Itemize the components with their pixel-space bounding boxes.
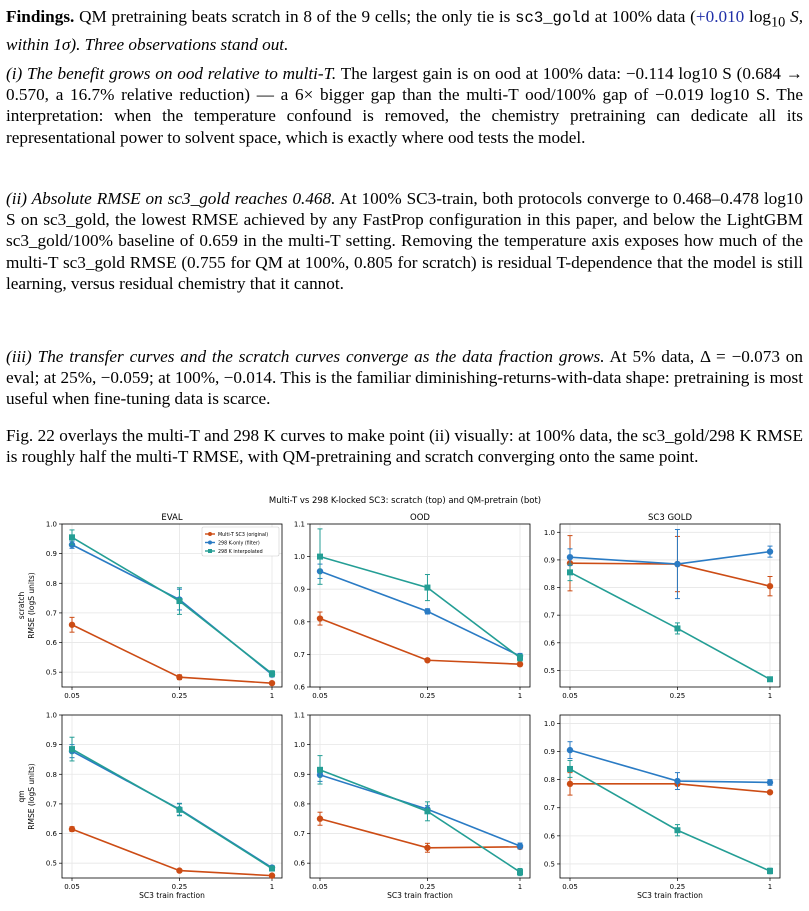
panel-r0-c2-ytick-label: 0.5 xyxy=(543,666,555,675)
panel-r0-c1-point xyxy=(317,615,323,621)
observation-ii-body: At 100% SC3-train, both protocols converge to 0.468–0.478 log10 S on sc3_gold, the lowest RMSE achieved by any FastProp configuration in this paper, and below the LightGBM sc3_gold/100% baseline of 0.659 in the multi-T setting. Removing the temperature axis exposes how much of the multi-T sc3_gold RMSE (0.755 for QM at 100%, 0.805 for scratch) is residual T-dependence that the model is still learning, versus residual chemistry that it cannot. xyxy=(6,189,804,293)
findings-text-3: cells; the only tie is xyxy=(370,7,516,26)
panel-r1-c1-xtick-label: 0.25 xyxy=(419,883,436,891)
panel-r0-c0-ytick-label: 0.5 xyxy=(45,668,57,677)
findings-text-4: at xyxy=(590,7,612,26)
panel-r1-c0-xlabel: SC3 train fraction xyxy=(139,891,205,900)
panel-r1-c2-point xyxy=(767,789,773,795)
panel-r1-c0-xtick-label: 0.05 xyxy=(64,883,80,891)
panel-r1-c2-xtick-label: 1 xyxy=(767,883,773,891)
panel-r0-c2-point xyxy=(767,583,773,589)
figure-reference-body: Fig. 22 overlays the multi-T and 298 K curves to make point (ii) visually: at 100% data, the sc3_gold/298 K RMSE is roughly half the multi-T RMSE, with QM-pretraining and scratch converging onto the same point. xyxy=(6,426,803,467)
panel-r1-c2-ytick-label: 0.8 xyxy=(543,776,555,785)
panel-r1-c1-frame xyxy=(310,715,530,878)
panel-r1-c0-ytick-label: 0.9 xyxy=(45,741,57,750)
panel-r0-c2-xtick-label: 0.05 xyxy=(562,692,578,700)
findings-count-9: 9 xyxy=(361,7,371,26)
panel-r1-c2-point xyxy=(567,781,573,787)
panel-r0-c1-point xyxy=(424,585,430,591)
panel-r0-c0-ytick-label: 0.7 xyxy=(45,609,57,618)
panel-r0-c1-ytick-label: 0.7 xyxy=(293,650,305,659)
panel-r1-c0-ytick-label: 0.6 xyxy=(45,830,57,839)
panel-r1-c0-ytick-label: 0.5 xyxy=(45,859,57,868)
panel-r1-c0-row-label: qm xyxy=(17,790,26,803)
panel-r0-c2-frame xyxy=(560,524,780,687)
panel-r1-c2-point xyxy=(674,778,680,784)
panel-r1-c0-point xyxy=(269,872,275,878)
panel-r1-c0-xtick-label: 1 xyxy=(269,883,275,891)
panel-r0-c0-series-line-0 xyxy=(72,625,272,683)
panel-r1-c1-ytick-label: 0.9 xyxy=(293,770,305,779)
findings-delta: +0.010 xyxy=(695,7,745,26)
panel-r0-c0-point xyxy=(176,674,182,680)
panel-r1-c2-point xyxy=(767,868,773,874)
observation-ii-paragraph xyxy=(6,188,803,294)
panel-r1-c1-ytick-label: 0.7 xyxy=(293,830,305,839)
panel-r1-c1-point xyxy=(317,816,323,822)
panel-r1-c2-series-line-1 xyxy=(570,750,770,782)
panel-r0-c0-ylabel: RMSE (logS units) xyxy=(27,572,36,639)
panel-r0-c0-point xyxy=(176,598,182,604)
rmse-figure-svg xyxy=(0,490,809,906)
panel-r0-c1-ytick-label: 0.9 xyxy=(293,585,305,594)
observation-iii-title: (iii) The transfer curves and the scratch curves converge as the data fraction grows. xyxy=(6,347,605,366)
panel-r1-c0-ytick-label: 1.0 xyxy=(45,711,57,720)
panel-r1-c0-series-line-0 xyxy=(72,829,272,876)
panel-r0-c2-ytick-label: 0.7 xyxy=(543,611,555,620)
findings-lead: Findings. xyxy=(6,7,75,26)
legend-marker xyxy=(208,549,212,553)
panel-r1-c2-ytick-label: 0.5 xyxy=(543,860,555,869)
panel-r0-c0-xtick-label: 0.05 xyxy=(64,692,80,700)
findings-log: log xyxy=(744,7,772,26)
panel-r1-c2-point xyxy=(674,827,680,833)
panel-r1-c0-point xyxy=(69,826,75,832)
panel-r0-c0-ytick-label: 1.0 xyxy=(45,520,57,529)
panel-r1-c0-ytick-label: 0.7 xyxy=(45,800,57,809)
findings-percent: 100% xyxy=(611,7,653,26)
panel-r0-c1-xtick-label: 0.25 xyxy=(419,692,436,700)
panel-r1-c0-point xyxy=(269,866,275,872)
panel-r0-c0-point xyxy=(69,622,75,628)
panel-r0-c0-col-title: EVAL xyxy=(161,513,183,523)
panel-r1-c1-xtick-label: 1 xyxy=(517,883,523,891)
figure-reference-paragraph xyxy=(6,425,803,467)
panel-r1-c2-ytick-label: 0.9 xyxy=(543,748,555,757)
panel-r0-c2-ytick-label: 0.9 xyxy=(543,556,555,565)
panel-r0-c1-point xyxy=(317,554,323,560)
legend-marker xyxy=(208,532,212,536)
panel-r0-c0-point xyxy=(69,534,75,540)
observation-ii-title: (ii) Absolute RMSE on sc3_gold reaches 0.468. xyxy=(6,189,336,208)
panel-r1-c2-frame xyxy=(560,715,780,878)
panel-r0-c1-series-line-2 xyxy=(320,557,520,658)
panel-r0-c2-point xyxy=(567,554,573,560)
panel-r1-c2-point xyxy=(567,747,573,753)
observation-i-paragraph xyxy=(6,63,803,148)
panel-r0-c2-ytick-label: 1.0 xyxy=(543,528,555,537)
panel-r1-c2-ytick-label: 0.7 xyxy=(543,804,555,813)
panel-r1-c1-ytick-label: 1.0 xyxy=(293,741,305,750)
panel-r0-c0-series-line-2 xyxy=(72,537,272,673)
panel-r0-c1-ytick-label: 0.6 xyxy=(293,683,305,692)
panel-r0-c2-ytick-label: 0.6 xyxy=(543,639,555,648)
panel-r1-c1-xtick-label: 0.05 xyxy=(312,883,328,891)
panel-r1-c1-ytick-label: 1.1 xyxy=(293,711,305,720)
observation-iii-body: At 5% data, Δ = −0.073 on eval; at 25%, −0.059; at 100%, −0.014. This is the familiar diminishing-returns-with-data shape: pretraining is most useful when fine-tuning data is scarce. xyxy=(6,347,803,409)
observation-i-body: The largest gain is on ood at 100% data: −0.114 log10 S (0.684 → 0.570, a 16.7% relative reduction) — a 6× bigger gap than the multi-T ood/100% gap of −0.019 log10 S. The interpretation: when the temperature confound is removed, the chemistry pretraining can dedicate all its representational power to solvent space, which is exactly where ood tests the model. xyxy=(6,64,803,147)
panel-r0-c2-point xyxy=(767,548,773,554)
panel-r0-c0-xtick-label: 1 xyxy=(269,692,275,700)
panel-r1-c0-point xyxy=(176,807,182,813)
panel-r0-c2-col-title: SC3 GOLD xyxy=(648,513,692,523)
legend-entry: 298 K interpolated xyxy=(218,550,263,555)
rmse-figure xyxy=(0,490,809,906)
panel-r0-c2-ytick-label: 0.8 xyxy=(543,584,555,593)
panel-r0-c1-point xyxy=(517,661,523,667)
panel-r1-c0-xtick-label: 0.25 xyxy=(171,883,188,891)
panel-r0-c0-point xyxy=(269,671,275,677)
panel-r1-c1-series-line-1 xyxy=(320,775,520,846)
findings-log-base: 10 xyxy=(771,14,786,31)
legend-entry: Multi-T SC3 (original) xyxy=(218,533,269,538)
panel-r0-c1-ytick-label: 0.8 xyxy=(293,618,305,627)
panel-r0-c1-point xyxy=(424,657,430,663)
panel-r0-c1-xtick-label: 0.05 xyxy=(312,692,328,700)
panel-r0-c1-point xyxy=(424,608,430,614)
findings-count-8: 8 xyxy=(303,7,312,26)
panel-r0-c0-ytick-label: 0.9 xyxy=(45,550,57,559)
panel-r1-c2-point xyxy=(767,779,773,785)
panel-r0-c0-row-label: scratch xyxy=(17,591,26,620)
panel-r1-c2-series-line-0 xyxy=(570,784,770,792)
figure-title: Multi-T vs 298 K-locked SC3: scratch (top) and QM-pretrain (bot) xyxy=(268,496,542,506)
observation-i-title: (i) The benefit grows on ood relative to multi-T. xyxy=(6,64,337,83)
panel-r1-c1-point xyxy=(517,869,523,875)
panel-r1-c1-point xyxy=(517,843,523,849)
panel-r0-c2-series-line-1 xyxy=(570,552,770,564)
panel-r1-c1-xlabel: SC3 train fraction xyxy=(387,891,453,900)
panel-r0-c0-xtick-label: 0.25 xyxy=(171,692,188,700)
panel-r1-c1-point xyxy=(317,767,323,773)
panel-r0-c2-point xyxy=(674,625,680,631)
observation-iii-paragraph xyxy=(6,346,803,410)
panel-r1-c2-point xyxy=(567,766,573,772)
findings-text-1: QM pretraining beats scratch in xyxy=(74,7,304,26)
panel-r0-c2-point xyxy=(567,569,573,575)
panel-r0-c1-ytick-label: 1.1 xyxy=(293,520,305,529)
panel-r1-c2-xtick-label: 0.05 xyxy=(562,883,578,891)
panel-r1-c1-point xyxy=(424,845,430,851)
findings-sc3gold: sc3_gold xyxy=(515,9,590,27)
panel-r1-c1-point xyxy=(424,808,430,814)
panel-r1-c1-ytick-label: 0.6 xyxy=(293,859,305,868)
panel-r0-c2-xtick-label: 0.25 xyxy=(669,692,686,700)
panel-r0-c2-series-line-0 xyxy=(570,563,770,586)
panel-r1-c2-xtick-label: 0.25 xyxy=(669,883,686,891)
findings-paragraph xyxy=(6,6,803,55)
panel-r1-c0-point xyxy=(69,746,75,752)
panel-r0-c2-series-line-2 xyxy=(570,572,770,679)
panel-r1-c2-ytick-label: 1.0 xyxy=(543,719,555,728)
panel-r0-c1-ytick-label: 1.0 xyxy=(293,553,305,562)
findings-text-2: of the xyxy=(311,7,362,26)
panel-r0-c1-xtick-label: 1 xyxy=(517,692,523,700)
panel-r0-c2-point xyxy=(767,676,773,682)
findings-text-5: data ( xyxy=(652,7,696,26)
panel-r0-c0-series-line-1 xyxy=(72,545,272,675)
panel-r0-c1-point xyxy=(517,655,523,661)
panel-r1-c0-ytick-label: 0.8 xyxy=(45,770,57,779)
panel-r0-c2-xtick-label: 1 xyxy=(767,692,773,700)
findings-text-6: S, within 1σ). Three observations stand out. xyxy=(6,7,803,54)
panel-r0-c0-ytick-label: 0.8 xyxy=(45,579,57,588)
panel-r0-c1-series-line-1 xyxy=(320,571,520,656)
panel-r1-c0-ylabel: RMSE (logS units) xyxy=(27,763,36,830)
panel-r1-c0-point xyxy=(176,867,182,873)
panel-r1-c2-ytick-label: 0.6 xyxy=(543,832,555,841)
panel-r1-c2-xlabel: SC3 train fraction xyxy=(637,891,703,900)
panel-r0-c0-ytick-label: 0.6 xyxy=(45,639,57,648)
panel-r0-c0-point xyxy=(269,680,275,686)
panel-r0-c1-col-title: OOD xyxy=(410,513,430,523)
legend-entry: 298 K-only (filter) xyxy=(218,541,260,547)
panel-r0-c2-point xyxy=(674,561,680,567)
legend-marker xyxy=(208,541,212,545)
panel-r1-c1-ytick-label: 0.8 xyxy=(293,800,305,809)
